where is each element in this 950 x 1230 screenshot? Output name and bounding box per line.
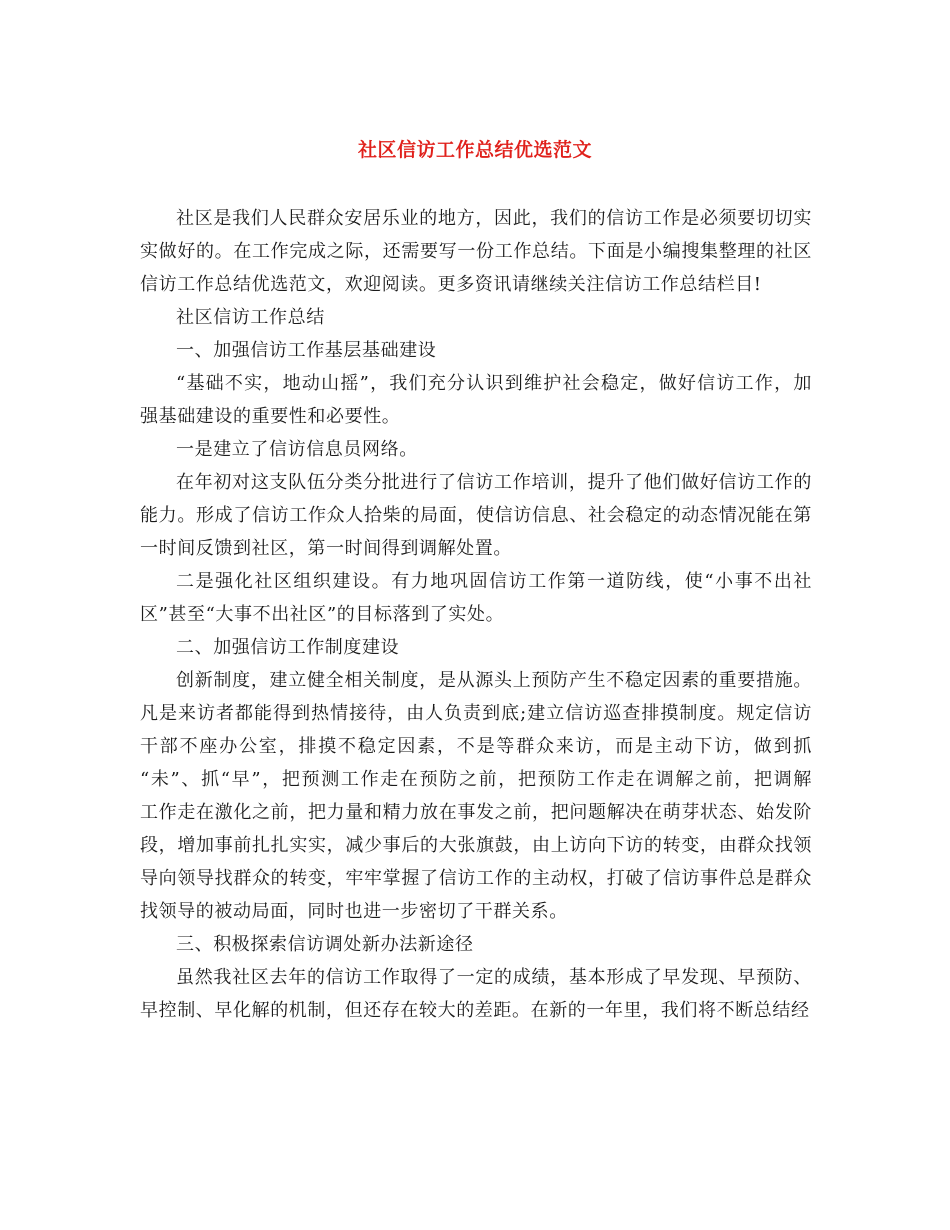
paragraph-line: 一时间反馈到社区，第一时间得到调解处置。 bbox=[140, 538, 512, 559]
paragraph-line: 社区信访工作总结 bbox=[176, 307, 325, 328]
document-body bbox=[140, 202, 812, 1027]
paragraph-line: 二是强化社区组织建设。有力地巩固信访工作第一道防线，使“小事不出社 bbox=[176, 571, 812, 592]
paragraph-line: 在年初对这支队伍分类分批进行了信访工作培训，提升了他们做好信访工作的 bbox=[176, 472, 812, 493]
paragraph-line: “未”、抓“早”，把预测工作走在预防之前，把预防工作走在调解之前，把调解 bbox=[140, 769, 812, 790]
paragraph-line: 信访工作总结优选范文，欢迎阅读。更多资讯请继续关注信访工作总结栏目! bbox=[140, 274, 762, 295]
paragraph bbox=[140, 928, 812, 961]
paragraph-line: 社区是我们人民群众安居乐业的地方，因此，我们的信访工作是必须要切切实 bbox=[176, 208, 812, 229]
paragraph-line: 凡是来访者都能得到热情接待，由人负责到底;建立信访巡查排摸制度。规定信访 bbox=[140, 703, 812, 724]
paragraph-line: 一、加强信访工作基层基础建设 bbox=[176, 340, 437, 361]
paragraph bbox=[140, 961, 812, 1027]
paragraph bbox=[140, 301, 812, 334]
paragraph-line: 三、积极探索信访调处新办法新途径 bbox=[176, 934, 474, 955]
paragraph-line: 段，增加事前扎扎实实，减少事后的大张旗鼓，由上访向下访的转变，由群众找领 bbox=[140, 835, 812, 856]
paragraph-line: 实做好的。在工作完成之际，还需要写一份工作总结。下面是小编搜集整理的社区 bbox=[140, 241, 812, 262]
paragraph-line: 强基础建设的重要性和必要性。 bbox=[140, 406, 401, 427]
paragraph bbox=[140, 565, 812, 631]
paragraph bbox=[140, 664, 812, 928]
paragraph-line: 二、加强信访工作制度建设 bbox=[176, 637, 400, 658]
paragraph-line: 导向领导找群众的转变，牢牢掌握了信访工作的主动权，打破了信访事件总是群众 bbox=[140, 868, 812, 889]
paragraph-line: “基础不实，地动山摇”，我们充分认识到维护社会稳定，做好信访工作，加 bbox=[176, 373, 812, 394]
paragraph bbox=[140, 334, 812, 367]
paragraph-line: 创新制度，建立健全相关制度，是从源头上预防产生不稳定因素的重要措施。 bbox=[176, 670, 812, 691]
paragraph bbox=[140, 433, 812, 466]
paragraph-line: 早控制、早化解的机制，但还存在较大的差距。在新的一年里，我们将不断总结经 bbox=[140, 1000, 810, 1021]
paragraph-line: 工作走在激化之前，把力量和精力放在事发之前，把问题解决在萌芽状态、始发阶 bbox=[140, 802, 812, 823]
paragraph-line: 干部不座办公室，排摸不稳定因素，不是等群众来访，而是主动下访，做到抓 bbox=[140, 736, 812, 757]
paragraph-line: 虽然我社区去年的信访工作取得了一定的成绩，基本形成了早发现、早预防、 bbox=[176, 967, 812, 988]
paragraph-line: 区”甚至“大事不出社区”的目标落到了实处。 bbox=[140, 604, 505, 625]
document-title: 社区信访工作总结优选范文 bbox=[357, 139, 592, 161]
paragraph bbox=[140, 202, 812, 301]
paragraph-line: 一是建立了信访信息员网络。 bbox=[176, 439, 418, 460]
paragraph-line: 找领导的被动局面，同时也进一步密切了干群关系。 bbox=[140, 901, 568, 922]
paragraph bbox=[140, 367, 812, 433]
paragraph bbox=[140, 466, 812, 565]
paragraph bbox=[140, 631, 812, 664]
paragraph-line: 能力。形成了信访工作众人拾柴的局面，使信访信息、社会稳定的动态情况能在第 bbox=[140, 505, 812, 526]
